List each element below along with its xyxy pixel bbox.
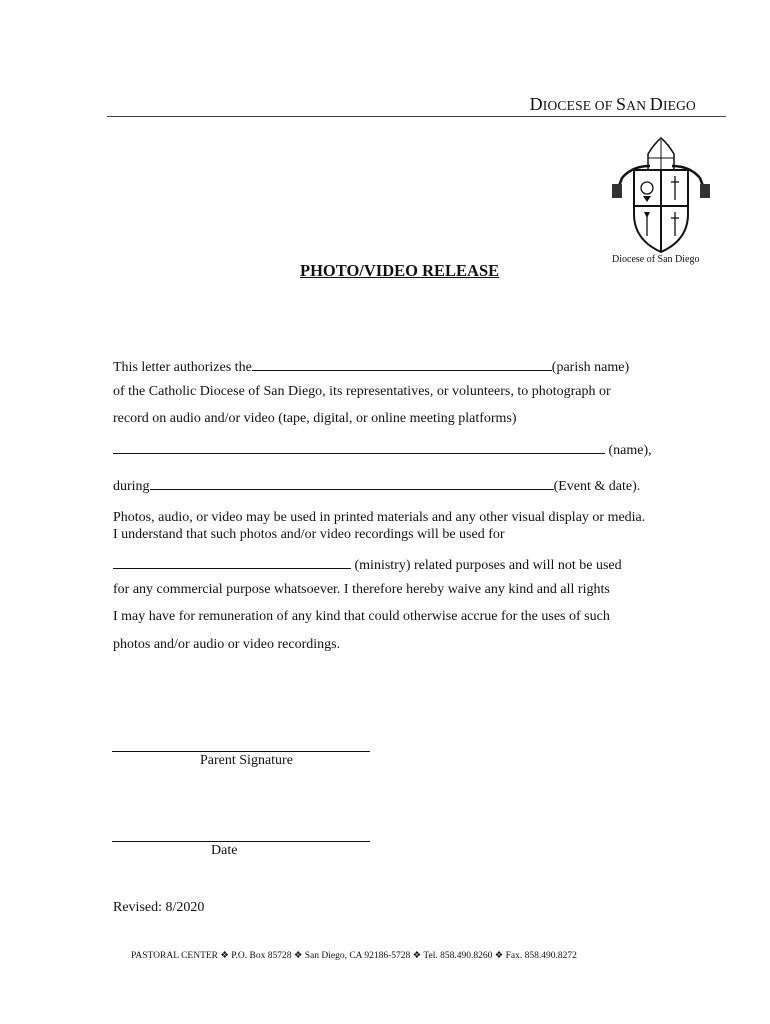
body-line-3: record on audio and/or video (tape, digital, or online meeting platforms) [113,411,517,426]
event-line: during (Event & date). [113,475,640,495]
body-line-7: I understand that such photos and/or video recordings will be used for [113,527,505,542]
body-line-6: Photos, audio, or video may be used in printed materials and any other visual display or media. [113,510,646,525]
body-line-10: I may have for remuneration of any kind that could otherwise accrue for the uses of such [113,609,610,624]
parent-signature-field[interactable] [112,751,370,752]
event-date-field[interactable] [150,475,554,490]
ministry-line: (ministry) related purposes and will not be used [113,554,622,574]
body-line-2: of the Catholic Diocese of San Diego, its representatives, or volunteers, to photograph or [113,384,611,399]
parish-name-field[interactable] [252,356,552,371]
authorization-line: This letter authorizes the (parish name) [113,356,629,376]
date-field[interactable] [112,841,370,842]
crest-caption: Diocese of San Diego [612,254,700,265]
name-field[interactable] [113,439,605,454]
revised-note: Revised: 8/2020 [113,900,205,915]
footer-address: PASTORAL CENTER ❖ P.O. Box 85728 ❖ San Diego, CA 92186-5728 ❖ Tel. 858.490.8260 ❖ Fax. 858.490.8272 [131,951,577,961]
header-rule [107,116,726,117]
diocese-header-title: DIOCESE OF SAN DIEGO [529,94,696,114]
parent-signature-label: Parent Signature [200,753,293,768]
date-label: Date [211,843,238,858]
name-line: (name), [113,439,652,459]
diocese-crest-icon [610,136,712,256]
body-line-11: photos and/or audio or video recordings. [113,637,341,652]
document-title: PHOTO/VIDEO RELEASE [300,261,500,280]
body-line-9: for any commercial purpose whatsoever. I therefore hereby waive any kind and all rights [113,582,610,597]
ministry-field[interactable] [113,554,351,569]
